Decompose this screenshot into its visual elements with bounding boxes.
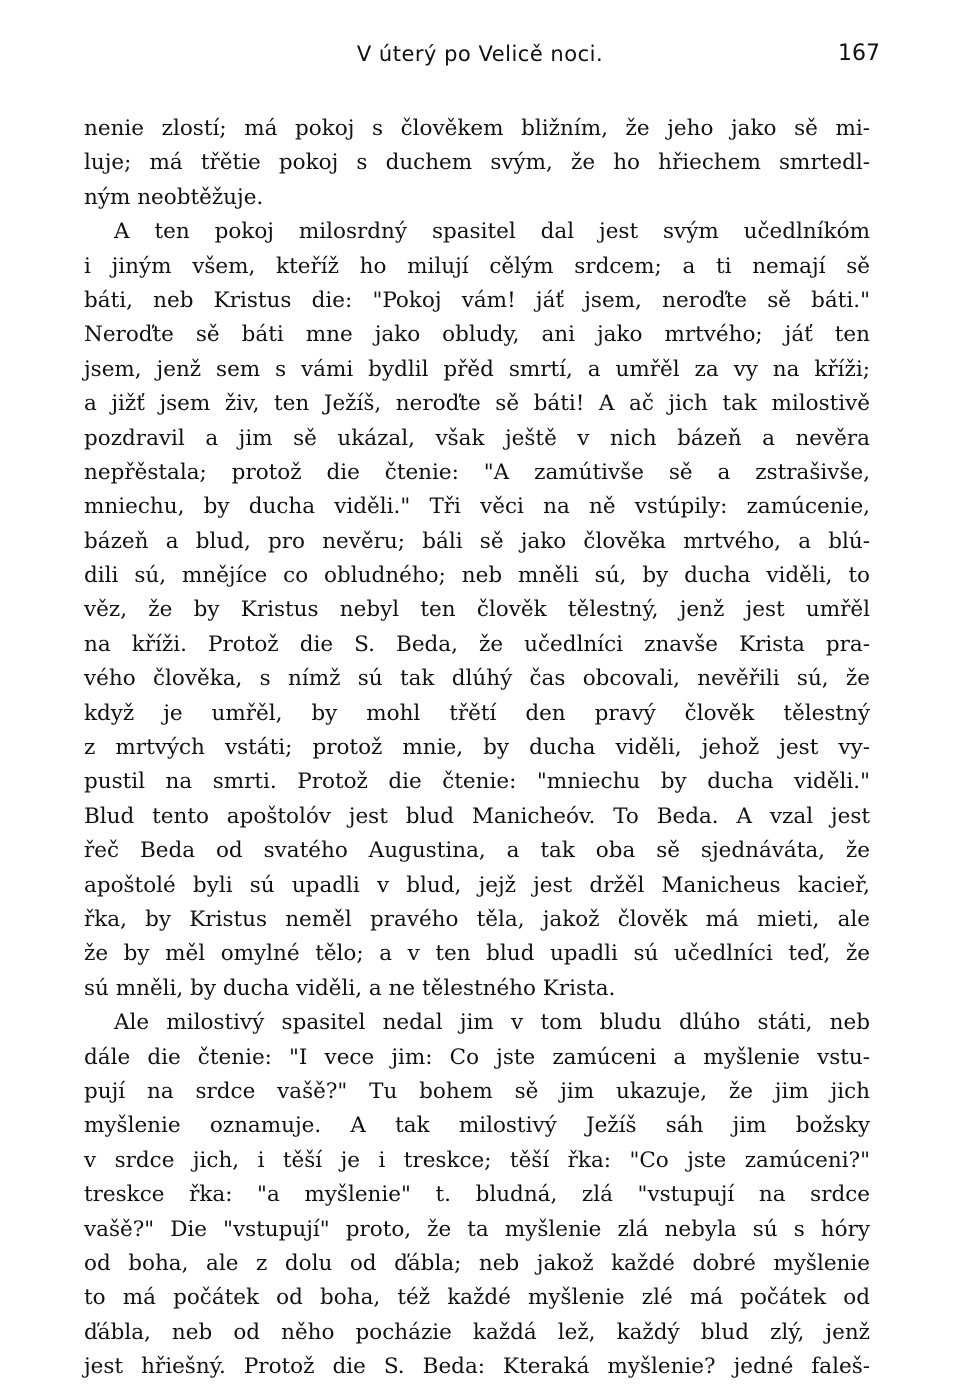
text-line: vašě?" Die "vstupují" proto, že ta myšlenie zlá nebyla sú s hóry (84, 1216, 870, 1242)
text-line: pustil na smrti. Protož die čtenie: "mniechu by ducha viděli." (84, 769, 870, 795)
text-line: nepřěstala; protož die čtenie: "A zamútivše sě a zstrašivše, (84, 459, 870, 485)
text-line: z mrtvých vstáti; protož mnie, by ducha viděli, jehož jest vy- (84, 735, 870, 761)
text-line: i jiným všem, kteříž ho milují cělým srdcem; a ti nemají sě (84, 253, 870, 279)
text-line: to má počátek od boha, též každé myšlenie zlé má počátek od (84, 1285, 870, 1311)
text-line: Blud tento apoštolóv jest blud Manicheóv. To Beda. A vzal jest (84, 803, 870, 829)
text-line: sú mněli, by ducha viděli, a ne tělestného Krista. (84, 975, 616, 1001)
text-line: nenie zlostí; má pokoj s člověkem bližním, že jeho jako sě mi- (84, 116, 870, 141)
text-line: ďábla, neb od něho pocházie každá lež, každý blud zlý, jenž (84, 1319, 870, 1345)
text-line: Ale milostivý spasitel nedal jim v tom bludu dlúho státi, neb (114, 1010, 870, 1036)
text-line: luje; má třětie pokoj s duchem svým, že ho hřiechem smrtedl- (84, 150, 870, 176)
text-line: Neroďte sě báti mne jako obludy, ani jako mrtvého; jáť ten (84, 322, 870, 348)
text-line: vého člověka, s nímž sú tak dlúhý čas obcovali, nevěřili sú, že (84, 666, 870, 692)
text-line: jest hřiešný. Protož die S. Beda: Kteraká myšlenie? jedné faleš- (84, 1354, 870, 1380)
text-line: A ten pokoj milosrdný spasitel dal jest svým učedlníkóm (114, 219, 870, 245)
text-line: ným neobtěžuje. (84, 184, 264, 210)
text-line: dili sú, mnějíce co obludného; neb mněli sú, by ducha viděli, to (84, 563, 870, 589)
text-line: od boha, ale z dolu od ďábla; neb jakož každé dobré myšlenie (84, 1250, 870, 1276)
running-title: V úterý po Velicě noci. (356, 42, 604, 66)
text-line: myšlenie oznamuje. A tak milostivý Ježíš sáh jim božsky (84, 1113, 870, 1139)
text-line: věz, že by Kristus nebyl ten člověk tělestný, jenž jest umřěl (84, 597, 870, 623)
text-line: na kříži. Protož die S. Beda, že učedlníci znavše Krista pra- (84, 631, 870, 657)
text-line: treskce řka: "a myšlenie" t. bludná, zlá "vstupují na srdce (84, 1182, 870, 1208)
body-text (84, 112, 870, 1384)
text-line: apoštolé byli sú upadli v blud, jejž jest držěl Manicheus kacieř, (84, 872, 870, 898)
text-line: bázeň a blud, pro nevěru; báli sě jako člověka mrtvého, a blú- (84, 528, 870, 554)
text-line: že by měl omylné tělo; a v ten blud upadli sú učedlníci teď, že (84, 941, 870, 967)
text-line: v srdce jich, i těší je i treskce; těší řka: "Co jste zamúceni?" (84, 1147, 870, 1173)
text-line: řka, by Kristus neměl pravého těla, jakož člověk má mieti, ale (84, 906, 870, 932)
text-line: pozdravil a jim sě ukázal, však ještě v nich bázeň a nevěra (84, 425, 870, 451)
text-line: pují na srdce vašě?" Tu bohem sě jim ukazuje, že jim jich (84, 1078, 870, 1104)
text-line: jsem, jenž sem s vámi bydlil přěd smrtí, a umřěl za vy na kříži; (84, 356, 870, 382)
text-line: dále die čtenie: "I vece jim: Co jste zamúceni a myšlenie vstu- (84, 1044, 870, 1070)
text-line: a jižť jsem živ, ten Ježíš, neroďte sě báti! A ač jich tak milostivě (84, 391, 870, 417)
text-line: řeč Beda od svatého Augustina, a tak oba sě sjednáváta, že (84, 838, 870, 864)
text-line: mniechu, by ducha viděli." Tři věci na ně vstúpily: zamúcenie, (84, 494, 870, 520)
page-number: 167 (838, 41, 880, 66)
text-line: báti, neb Kristus die: "Pokoj vám! jáť jsem, neroďte sě báti." (84, 287, 870, 313)
text-line: když je umřěl, by mohl třětí den pravý člověk tělestný (84, 700, 870, 726)
